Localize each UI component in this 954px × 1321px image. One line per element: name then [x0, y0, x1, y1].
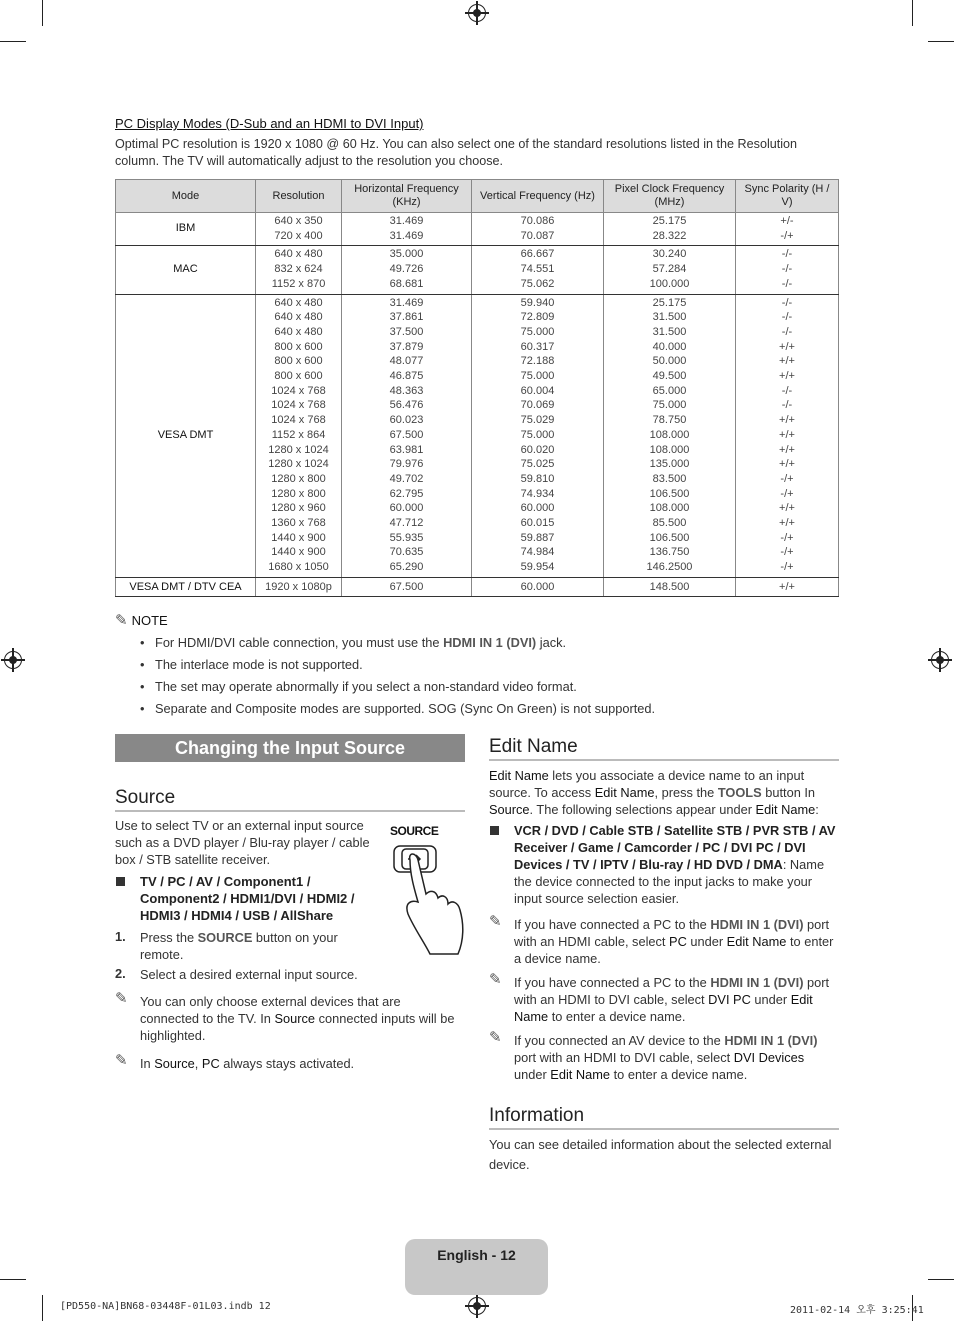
resolution-cell — [256, 246, 342, 294]
table-value: 68.681 — [389, 277, 424, 290]
pclk-cell — [604, 294, 736, 577]
table-value: 49.726 — [389, 263, 424, 276]
table-value: -/- — [781, 311, 793, 324]
edit-name-description: Edit Name lets you associate a device name to an input source. To access Edit Name, press the TOOLS button In Source. The following selections appear under Edit Name: — [489, 768, 819, 817]
table-row — [116, 213, 839, 246]
table-value: 75.029 — [520, 414, 555, 427]
table-value: 60.000 — [520, 502, 555, 515]
table-value: 148.500 — [649, 580, 690, 593]
table-value: 35.000 — [389, 248, 424, 261]
registration-mark-icon — [468, 4, 486, 22]
step-number: 1. — [115, 929, 126, 944]
divider — [489, 759, 839, 761]
table-value: 75.000 — [652, 399, 687, 412]
table-value: 1280 x 800 — [271, 472, 326, 485]
table-value: 1280 x 1024 — [268, 443, 329, 456]
step-number: 2. — [115, 966, 126, 981]
column-header: Vertical Frequency (Hz) — [472, 180, 604, 213]
section-banner: Changing the Input Source — [115, 734, 465, 762]
table-value: 136.750 — [649, 546, 690, 559]
table-value: 60.015 — [520, 517, 555, 530]
information-heading: Information — [489, 1105, 585, 1126]
table-value: 74.934 — [520, 487, 555, 500]
sync-cell — [736, 213, 839, 246]
table-value: 49.702 — [389, 472, 424, 485]
table-row — [116, 294, 839, 577]
table-value: 640 x 480 — [274, 325, 323, 338]
pc-modes-intro: Optimal PC resolution is 1920 x 1080 @ 60 Hz. You can also select one of the standard resolutions listed in the Resolution column. The TV will automatically adjust to the resolution you choose. — [115, 137, 798, 168]
table-value: 72.188 — [520, 355, 555, 368]
table-value: 67.500 — [389, 580, 424, 593]
table-value: 1280 x 800 — [271, 487, 326, 500]
table-value: -/- — [781, 296, 793, 309]
note-label: NOTE — [131, 613, 168, 628]
table-value: +/- — [780, 215, 794, 227]
table-value: 106.500 — [649, 487, 690, 500]
table-value: 1680 x 1050 — [268, 561, 329, 574]
column-header: Sync Polarity (H / V) — [736, 180, 839, 213]
pencil-note-icon: ✎ — [115, 1052, 128, 1069]
table-value: +/+ — [779, 443, 795, 456]
table-value: 1024 x 768 — [271, 414, 326, 427]
table-value: -/+ — [780, 531, 794, 544]
table-value: 1440 x 900 — [271, 531, 326, 544]
source-note-1: You can only choose external devices that are connected to the TV. In Source connected inputs will be highlighted. — [140, 994, 455, 1043]
edit-note-1: If you have connected a PC to the HDMI IN 1 (DVI) port with an HDMI cable, select PC under Edit Name to enter a device name. — [514, 917, 834, 966]
table-value: 146.2500 — [646, 561, 693, 574]
table-value: 31.469 — [389, 296, 424, 309]
table-value: 79.976 — [389, 458, 424, 471]
table-value: 31.500 — [652, 325, 687, 338]
edit-note-2: If you have connected a PC to the HDMI IN 1 (DVI) port with an HDMI to DVI cable, select DVI PC under Edit Name to enter a device name. — [514, 975, 830, 1024]
mode-cell: IBM — [116, 213, 256, 246]
note-item: • For HDMI/DVI cable connection, you must use the HDMI IN 1 (DVI) jack. — [140, 632, 840, 654]
table-value: 60.020 — [520, 443, 555, 456]
table-value: 31.469 — [389, 215, 424, 227]
source-input-list: TV / PC / AV / Component1 / Component2 / HDMI1/DVI / HDMI2 / HDMI3 / HDMI4 / USB / AllShare — [140, 874, 355, 923]
remote-source-illustration — [388, 824, 468, 960]
column-header: Resolution — [256, 180, 342, 213]
table-value: 135.000 — [649, 458, 690, 471]
table-value: +/+ — [779, 502, 795, 515]
table-value: -/+ — [780, 561, 794, 574]
hfreq-cell — [342, 213, 472, 246]
table-value: 59.887 — [520, 531, 555, 544]
pclk-cell — [604, 213, 736, 246]
sync-cell — [736, 577, 839, 596]
table-value: 30.240 — [652, 248, 687, 261]
table-value: 40.000 — [652, 340, 687, 353]
table-value: 74.984 — [520, 546, 555, 559]
table-value: 31.500 — [652, 311, 687, 324]
table-value: 31.469 — [389, 229, 424, 242]
table-value: 640 x 480 — [274, 311, 323, 324]
crop-mark — [42, 0, 43, 26]
table-value: 28.322 — [652, 229, 687, 242]
table-value: 1440 x 900 — [271, 546, 326, 559]
table-value: +/+ — [779, 428, 795, 441]
table-value: 66.667 — [520, 248, 555, 261]
table-value: 56.476 — [389, 399, 424, 412]
hfreq-cell — [342, 577, 472, 596]
table-value: 75.000 — [520, 325, 555, 338]
column-header: Mode — [116, 180, 256, 213]
pclk-cell — [604, 246, 736, 294]
table-row — [116, 246, 839, 294]
table-value: 72.809 — [520, 311, 555, 324]
hand-press-icon — [388, 824, 468, 960]
table-value: 50.000 — [652, 355, 687, 368]
table-value: 85.500 — [652, 517, 687, 530]
table-value: +/+ — [779, 414, 795, 427]
table-value: 1152 x 870 — [271, 277, 326, 290]
table-value: 25.175 — [652, 296, 687, 309]
table-value: 106.500 — [649, 531, 690, 544]
table-value: 60.004 — [520, 384, 555, 397]
table-value: 37.879 — [389, 340, 424, 353]
table-value: 37.500 — [389, 325, 424, 338]
table-value: +/+ — [779, 340, 795, 353]
pencil-note-icon: ✎ — [489, 971, 502, 988]
table-row — [116, 577, 839, 596]
pencil-note-icon: ✎ — [489, 913, 502, 930]
table-value: -/+ — [780, 487, 794, 500]
table-value: 47.712 — [389, 517, 424, 530]
table-value: 640 x 480 — [274, 296, 323, 309]
table-value: +/+ — [779, 517, 795, 530]
note-item: • Separate and Composite modes are supported. SOG (Sync On Green) is not supported. — [140, 698, 840, 720]
print-timestamp: 2011-02-14 오후 3:25:41 — [790, 1305, 924, 1316]
remote-source-label: SOURCE — [390, 824, 439, 838]
table-value: 800 x 600 — [274, 370, 323, 383]
table-value: 800 x 600 — [274, 340, 323, 353]
mode-cell: VESA DMT / DTV CEA — [116, 577, 256, 596]
table-value: 46.875 — [389, 370, 424, 383]
table-value: 108.000 — [649, 502, 690, 515]
table-value: 63.981 — [389, 443, 424, 456]
table-value: 65.000 — [652, 384, 687, 397]
table-value: 640 x 350 — [274, 215, 323, 227]
note-item: • The set may operate abnormally if you select a non-standard video format. — [140, 676, 840, 698]
table-value: 100.000 — [649, 277, 690, 290]
divider — [115, 810, 465, 812]
step-2: Select a desired external input source. — [140, 967, 358, 982]
table-value: -/- — [781, 248, 793, 261]
pclk-cell — [604, 577, 736, 596]
table-value: 78.750 — [652, 414, 687, 427]
table-value: 1360 x 768 — [271, 517, 326, 530]
table-value: 65.290 — [389, 561, 424, 574]
table-value: 75.000 — [520, 428, 555, 441]
table-value: +/+ — [779, 580, 795, 593]
registration-mark-icon — [4, 651, 22, 669]
table-value: -/+ — [780, 229, 794, 242]
bullet-square-icon — [490, 826, 499, 835]
table-value: 108.000 — [649, 428, 690, 441]
table-value: 59.954 — [520, 561, 555, 574]
table-value: 108.000 — [649, 443, 690, 456]
table-value: 57.284 — [652, 263, 687, 276]
table-value: +/+ — [779, 355, 795, 368]
mode-cell: VESA DMT — [116, 294, 256, 577]
crop-mark — [928, 41, 954, 42]
table-value: 60.023 — [389, 414, 424, 427]
table-value: 60.000 — [389, 502, 424, 515]
table-value: +/+ — [779, 458, 795, 471]
registration-mark-icon — [468, 1297, 486, 1315]
table-value: 48.077 — [389, 355, 424, 368]
source-heading: Source — [115, 787, 176, 808]
table-value: 75.025 — [520, 458, 555, 471]
column-header: Horizontal Frequency (KHz) — [342, 180, 472, 213]
crop-mark — [0, 1279, 26, 1280]
crop-mark — [928, 1279, 954, 1280]
table-value: -/- — [781, 325, 793, 338]
table-value: 49.500 — [652, 370, 687, 383]
table-value: 55.935 — [389, 531, 424, 544]
note-list — [140, 632, 840, 720]
pc-modes-title: PC Display Modes (D-Sub and an HDMI to DVI Input) — [115, 116, 424, 131]
hfreq-cell — [342, 246, 472, 294]
sync-cell — [736, 294, 839, 577]
table-value: 37.861 — [389, 311, 424, 324]
table-value: 48.363 — [389, 384, 424, 397]
table-value: 83.500 — [652, 472, 687, 485]
note-item: • The interlace mode is not supported. — [140, 654, 840, 676]
source-note-2: In Source, PC always stays activated. — [140, 1056, 355, 1071]
vfreq-cell — [472, 577, 604, 596]
table-value: 75.062 — [520, 277, 555, 290]
table-value: 60.317 — [520, 340, 555, 353]
table-value: 720 x 400 — [274, 229, 323, 242]
table-value: 832 x 624 — [274, 263, 323, 276]
table-value: 59.810 — [520, 472, 555, 485]
table-value: -/+ — [780, 546, 794, 559]
source-description: Use to select TV or an external input source such as a DVD player / Blu-ray player / cable box / STB satellite receiver. — [115, 818, 370, 867]
print-file-name: [PD550-NA]BN68-03448F-01L03.indb 12 — [60, 1301, 271, 1312]
mode-cell: MAC — [116, 246, 256, 294]
table-value: 800 x 600 — [274, 355, 323, 368]
pc-modes-table — [115, 179, 839, 597]
table-value: 25.175 — [652, 215, 687, 227]
pencil-note-icon: ✎ — [489, 1029, 502, 1046]
table-value: 62.795 — [389, 487, 424, 500]
device-name-list: VCR / DVD / Cable STB / Satellite STB / PVR STB / AV Receiver / Game / Camcorder / PC / DVI PC / DVI Devices / TV / IPTV / Blu-ray / HD DVD / DMA: Name the device connected to the input jacks to make your input source selection easier. — [514, 823, 836, 906]
bullet-square-icon — [116, 877, 125, 886]
table-value: 70.635 — [389, 546, 424, 559]
table-value: 70.086 — [520, 215, 555, 227]
step-1: Press the SOURCE button on your remote. — [140, 930, 338, 962]
information-text: You can see detailed information about the selected external device. — [489, 1137, 832, 1172]
resolution-cell — [256, 577, 342, 596]
table-value: 70.087 — [520, 229, 555, 242]
table-value: 75.000 — [520, 370, 555, 383]
table-value: 60.000 — [520, 580, 555, 593]
table-value: 1024 x 768 — [271, 399, 326, 412]
table-value: -/- — [781, 384, 793, 397]
edit-note-3: If you connected an AV device to the HDMI IN 1 (DVI) port with an HDMI to DVI cable, select DVI Devices under Edit Name to enter a device name. — [514, 1033, 818, 1082]
divider — [489, 1128, 839, 1130]
table-value: -/- — [781, 399, 793, 412]
table-value: -/- — [781, 277, 793, 290]
resolution-cell — [256, 213, 342, 246]
hfreq-cell — [342, 294, 472, 577]
table-value: -/- — [781, 263, 793, 276]
registration-mark-icon — [931, 651, 949, 669]
vfreq-cell — [472, 294, 604, 577]
resolution-cell — [256, 294, 342, 577]
table-value: 74.551 — [520, 263, 555, 276]
table-value: 1280 x 960 — [271, 502, 326, 515]
sync-cell — [736, 246, 839, 294]
column-header: Pixel Clock Frequency (MHz) — [604, 180, 736, 213]
crop-mark — [42, 1295, 43, 1321]
crop-mark — [0, 41, 26, 42]
table-value: 70.069 — [520, 399, 555, 412]
table-value: 67.500 — [389, 428, 424, 441]
table-value: 59.940 — [520, 296, 555, 309]
pencil-note-icon: ✎ — [115, 990, 128, 1007]
crop-mark — [912, 0, 913, 26]
pencil-note-icon: ✎ — [115, 612, 128, 629]
table-value: 1024 x 768 — [271, 384, 326, 397]
note-heading — [115, 611, 168, 629]
vfreq-cell — [472, 246, 604, 294]
table-value: 640 x 480 — [274, 248, 323, 261]
table-value: +/+ — [779, 370, 795, 383]
table-value: 1280 x 1024 — [268, 458, 329, 471]
vfreq-cell — [472, 213, 604, 246]
page-number: English - 12 — [437, 1247, 516, 1263]
table-value: 1152 x 864 — [271, 428, 326, 441]
edit-name-heading: Edit Name — [489, 736, 578, 757]
table-value: 1920 x 1080p — [265, 580, 332, 593]
table-value: -/+ — [780, 472, 794, 485]
